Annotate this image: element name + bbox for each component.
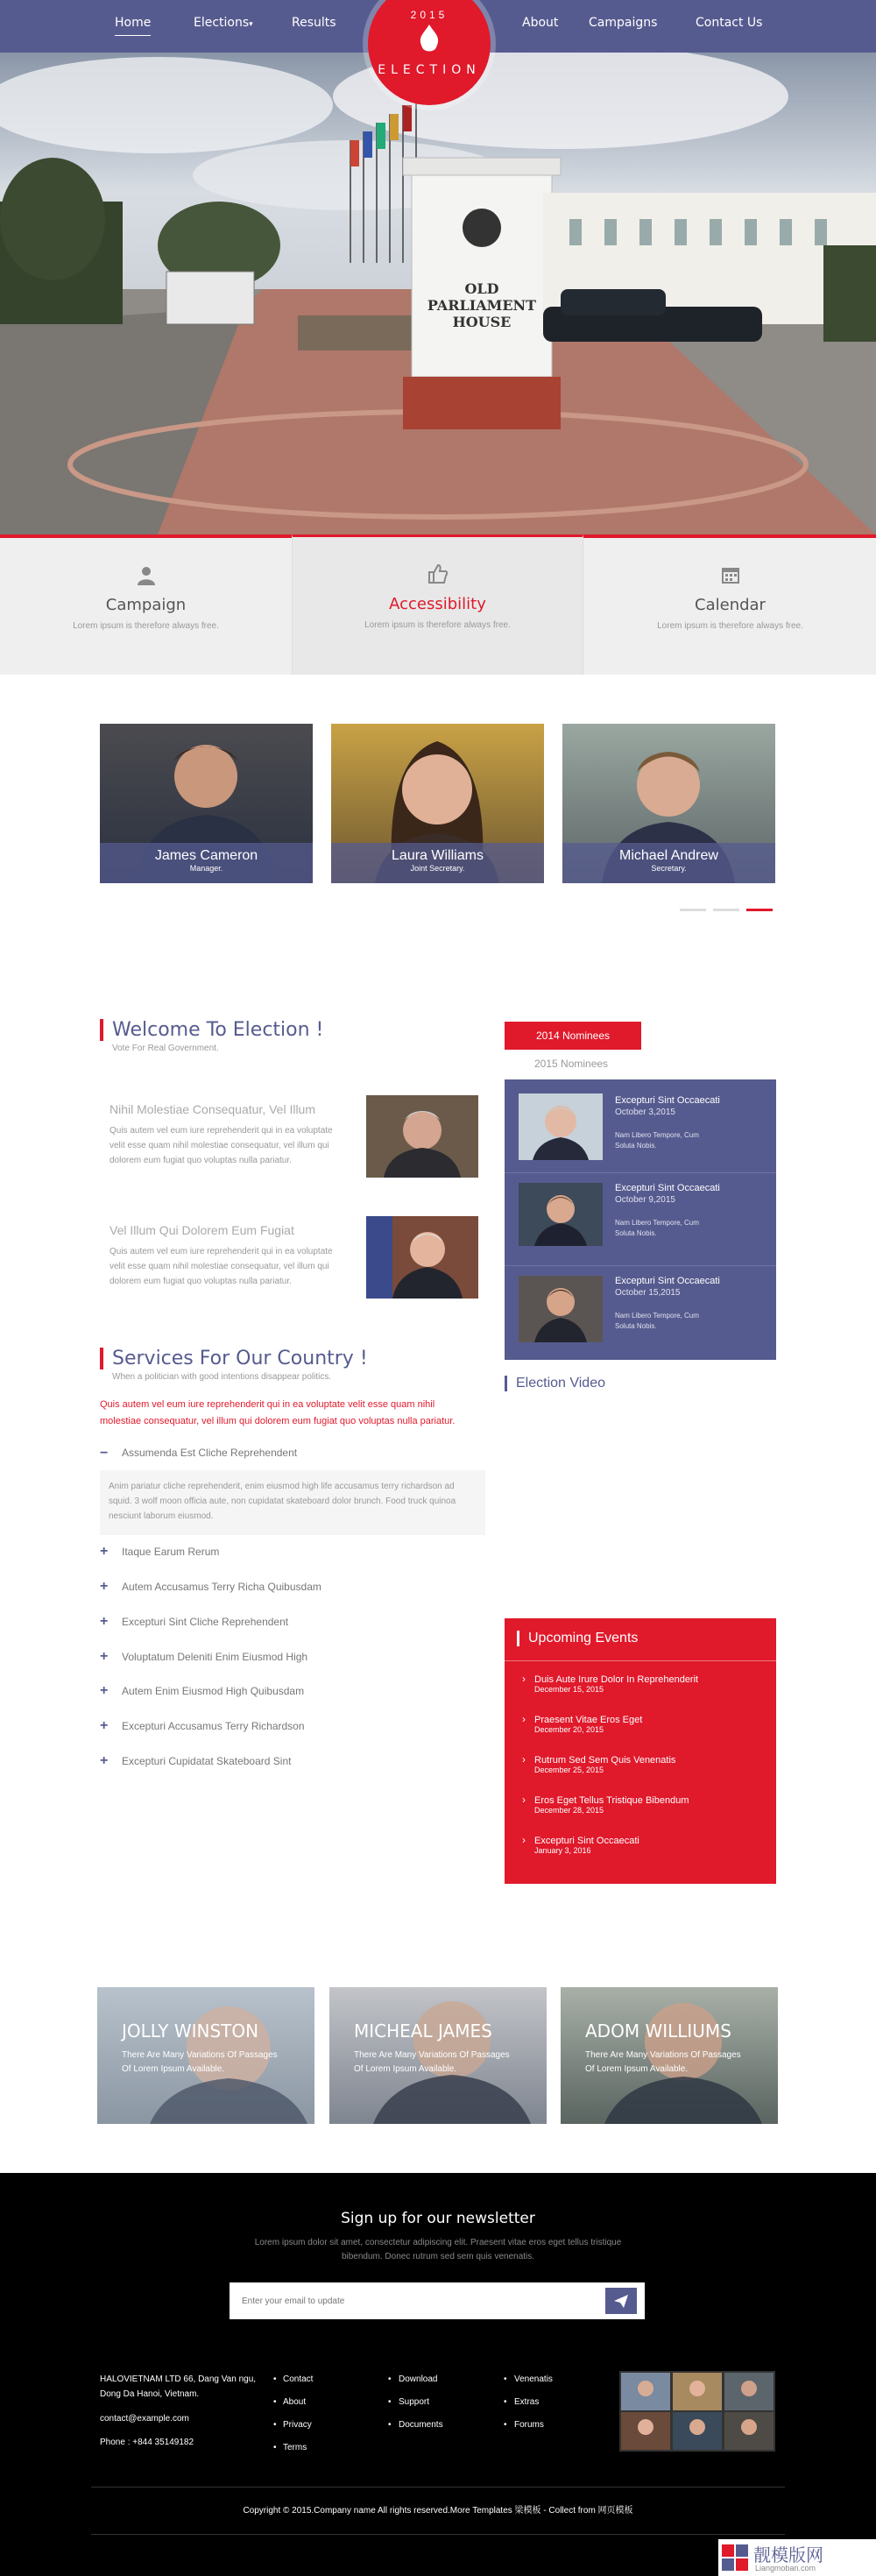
team-role: Secretary. — [651, 864, 687, 873]
bullet-icon: • — [388, 2374, 392, 2384]
services-heading: Services For Our Country ! — [100, 1348, 368, 1369]
event-date: January 3, 2016 — [534, 1846, 591, 1855]
event-title: Excepturi Sint Occaecati — [534, 1836, 639, 1846]
nominee-photo — [519, 1183, 603, 1246]
newsletter-title: Sign up for our newsletter — [341, 2210, 535, 2227]
feature-campaign[interactable] — [0, 538, 292, 675]
footer-link[interactable]: Extras — [514, 2397, 540, 2407]
logo-title: ELECTION — [378, 63, 481, 77]
feature-desc: Lorem ipsum is therefore always free. — [657, 621, 803, 631]
watermark-badge — [718, 2539, 876, 2576]
plus-icon[interactable]: + — [100, 1718, 109, 1733]
sign-line2: PARLIAMENT — [427, 297, 537, 314]
event-item[interactable] — [534, 1674, 698, 1694]
tab-2015-nominees[interactable]: 2015 Nominees — [534, 1058, 609, 1070]
sign-line3: HOUSE — [452, 314, 512, 330]
nominee-photo — [519, 1276, 603, 1342]
event-date: December 20, 2015 — [534, 1725, 604, 1734]
nav-elections-label: Elections — [194, 16, 250, 30]
bullet-icon: › — [522, 1673, 526, 1685]
team-role: Joint Secretary. — [410, 864, 465, 873]
sign-line1: OLD — [464, 280, 499, 297]
footer-link[interactable]: Terms — [283, 2443, 307, 2452]
newsletter-text-2: bibendum. Donec rutrum sed sem quis venenatis. — [341, 2252, 535, 2261]
event-title: Eros Eget Tellus Tristique Bibendum — [534, 1795, 689, 1806]
team-name: James Cameron — [154, 848, 258, 863]
nominee-title: Excepturi Sint Occaecati — [615, 1095, 720, 1106]
thumbs-up-icon — [427, 563, 449, 584]
newsletter-email-input[interactable] — [230, 2282, 645, 2319]
plus-icon[interactable]: + — [100, 1544, 109, 1559]
gallery-name: ADOM WILLIUMS — [585, 2020, 731, 2042]
welcome-subtitle: Vote For Real Government. — [112, 1044, 219, 1053]
event-item[interactable] — [534, 1755, 675, 1774]
minus-icon[interactable]: − — [100, 1446, 109, 1461]
bullet-icon: • — [504, 2420, 507, 2430]
events-heading: Upcoming Events — [517, 1631, 638, 1646]
accordion-item[interactable]: Excepturi Cupidatat Skateboard Sint — [122, 1755, 292, 1767]
divider — [505, 1660, 776, 1661]
post-title[interactable]: Nihil Molestiae Consequatur, Vel Illum — [110, 1102, 316, 1116]
team-role: Manager. — [189, 864, 223, 873]
slider-dot-2[interactable] — [713, 909, 739, 911]
feature-title: Calendar — [695, 596, 766, 614]
nominee-title: Excepturi Sint Occaecati — [615, 1276, 720, 1286]
footer-email[interactable]: contact@example.com — [100, 2414, 189, 2424]
plus-icon[interactable]: + — [100, 1614, 109, 1629]
logo-year: 2015 — [410, 9, 449, 21]
bullet-icon: • — [388, 2397, 392, 2407]
bullet-icon: › — [522, 1713, 526, 1725]
bullet-icon: • — [504, 2374, 507, 2384]
team-name: Michael Andrew — [619, 848, 718, 863]
team-name: Laura Williams — [392, 848, 484, 863]
event-item[interactable] — [534, 1836, 639, 1855]
flame-icon — [417, 25, 442, 56]
chevron-down-icon: ▾ — [249, 20, 253, 29]
event-item[interactable] — [534, 1795, 689, 1815]
footer-link[interactable]: Support — [399, 2397, 430, 2407]
feature-calendar[interactable] — [584, 538, 876, 675]
gallery-text: There Are Many Variations Of Passages Of Lorem Ipsum Available. — [585, 2050, 741, 2074]
feature-accessibility[interactable] — [292, 534, 583, 675]
bullet-icon: › — [522, 1753, 526, 1766]
gallery-name: JOLLY WINSTON — [122, 2020, 259, 2042]
event-item[interactable] — [534, 1715, 642, 1734]
plus-icon[interactable]: + — [100, 1683, 109, 1698]
bullet-icon: • — [273, 2420, 277, 2430]
event-date: December 28, 2015 — [534, 1806, 604, 1815]
bullet-icon: › — [522, 1834, 526, 1846]
nav-elections[interactable] — [194, 16, 253, 30]
gallery-card-jolly[interactable] — [97, 1987, 314, 2124]
nominee-date: October 15,2015 — [615, 1288, 681, 1298]
send-icon — [605, 2288, 637, 2314]
services-subtitle: When a politician with good intentions disappear politics. — [112, 1372, 332, 1382]
nominee-text: Nam Libero Tempore, Cum Soluta Nobis. — [615, 1312, 699, 1330]
nav-about[interactable]: About — [522, 16, 559, 30]
gallery-text: There Are Many Variations Of Passages Of Lorem Ipsum Available. — [122, 2050, 278, 2074]
user-icon — [136, 564, 157, 585]
gallery-name: MICHEAL JAMES — [354, 2020, 492, 2042]
feature-desc: Lorem ipsum is therefore always free. — [364, 620, 511, 630]
event-date: December 25, 2015 — [534, 1766, 604, 1774]
team-card-michael[interactable] — [562, 724, 775, 883]
plus-icon[interactable]: + — [100, 1649, 109, 1664]
photo-thumbnails — [619, 2371, 775, 2452]
team-caption — [331, 843, 544, 883]
bullet-icon: • — [273, 2374, 277, 2384]
copyright: Copyright © 2015.Company name All rights reserved.More Templates 梁模板 - Collect from 网页模板 — [243, 2506, 633, 2516]
slider-dot-active[interactable] — [746, 909, 773, 911]
nav-home[interactable]: Home — [115, 16, 151, 36]
footer-link[interactable]: Forums — [514, 2420, 544, 2430]
accordion-item[interactable]: Excepturi Sint Cliche Reprehendent — [122, 1616, 289, 1628]
divider — [505, 1172, 776, 1173]
nominee-text: Nam Libero Tempore, Cum Soluta Nobis. — [615, 1131, 699, 1150]
gallery-text: There Are Many Variations Of Passages Of Lorem Ipsum Available. — [354, 2050, 510, 2074]
nominee-date: October 3,2015 — [615, 1108, 675, 1117]
post-text: Quis autem vel eum iure reprehenderit qui in ea voluptate velit esse quam nihil molestiae consequatur, vel illum qui dolorem eum fugiat quo voluptas nulla pariatur. — [110, 1126, 333, 1165]
watermark-text-cn: 靓模版网 — [753, 2544, 823, 2565]
footer — [0, 2173, 876, 2576]
footer-link[interactable]: Privacy — [283, 2420, 312, 2430]
nominee-list — [505, 1079, 776, 1360]
divider — [91, 2534, 785, 2535]
footer-link[interactable]: Contact — [283, 2374, 314, 2384]
footer-link[interactable]: Documents — [399, 2420, 443, 2430]
accordion-open-body: Anim pariatur cliche reprehenderit, enim eiusmod high life accusamus terry richardson ad squid. 3 wolf moon officia aute, non cupidatat skateboard dolor brunch. Food truck quinoa nesciunt laborum eiusmod. — [100, 1470, 485, 1535]
footer-address-2: Dong Da Hanoi, Vietnam. — [100, 2389, 200, 2399]
nav-campaigns[interactable]: Campaigns — [589, 16, 658, 30]
feature-desc: Lorem ipsum is therefore always free. — [73, 621, 219, 631]
footer-photo-grid — [619, 2371, 775, 2452]
watermark-logo-icon — [722, 2544, 748, 2571]
event-date: December 15, 2015 — [534, 1685, 604, 1694]
nominee-photo — [519, 1093, 603, 1160]
footer-link[interactable]: About — [283, 2397, 307, 2407]
accordion-item[interactable]: Autem Enim Eiusmod High Quibusdam — [122, 1685, 305, 1697]
features-bar — [0, 534, 876, 675]
bullet-icon: • — [273, 2443, 277, 2452]
feature-title: Accessibility — [389, 595, 486, 613]
feature-title: Campaign — [105, 596, 187, 614]
upcoming-events-panel — [505, 1618, 776, 1884]
nominee-item[interactable] — [519, 1085, 773, 1172]
team-caption — [100, 843, 313, 883]
nominee-date: October 9,2015 — [615, 1195, 675, 1205]
team-card-laura[interactable] — [331, 724, 544, 883]
bullet-icon: › — [522, 1794, 526, 1806]
newsletter-submit-button[interactable] — [605, 2288, 637, 2314]
nominee-item[interactable] — [519, 1178, 773, 1265]
team-caption — [562, 843, 775, 883]
accordion-item[interactable]: Excepturi Accusamus Terry Richardson — [122, 1720, 305, 1732]
divider — [91, 2487, 785, 2488]
post-image — [366, 1216, 478, 1299]
gallery-card-micheal[interactable] — [329, 1987, 547, 2124]
nav-results[interactable]: Results — [292, 16, 336, 30]
newsletter-text-1: Lorem ipsum dolor sit amet, consectetur adipiscing elit. Praesent vitae eros eget tellus tristique — [254, 2238, 622, 2247]
hero-image — [0, 53, 876, 534]
nominee-text: Nam Libero Tempore, Cum Soluta Nobis. — [615, 1219, 699, 1237]
footer-phone: Phone : +844 35149182 — [100, 2438, 194, 2447]
bullet-icon: • — [273, 2397, 277, 2407]
post-title[interactable]: Vel Illum Qui Dolorem Eum Fugiat — [110, 1223, 294, 1237]
video-heading: Election Video — [505, 1376, 605, 1391]
team-card-james[interactable] — [100, 724, 313, 883]
accordion-item[interactable]: Voluptatum Deleniti Enim Eiusmod High — [122, 1651, 308, 1663]
gallery-card-adom[interactable] — [561, 1987, 778, 2124]
nominee-item[interactable] — [519, 1265, 773, 1353]
calendar-icon — [720, 564, 741, 585]
nav-contact-us[interactable]: Contact Us — [696, 16, 763, 30]
footer-link[interactable]: Venenatis — [514, 2374, 553, 2384]
plus-icon[interactable]: + — [100, 1579, 109, 1594]
event-title: Rutrum Sed Sem Quis Venenatis — [534, 1755, 676, 1766]
hero-scene — [0, 53, 876, 534]
bullet-icon: • — [388, 2420, 392, 2430]
event-title: Duis Aute Irure Dolor In Reprehenderit — [534, 1674, 699, 1685]
accordion-item[interactable]: Autem Accusamus Terry Richa Quibusdam — [122, 1581, 321, 1593]
welcome-heading: Welcome To Election ! — [100, 1019, 323, 1041]
footer-address-1: HALOVIETNAM LTD 66, Dang Van ngu, — [100, 2374, 257, 2384]
post-image — [366, 1095, 478, 1178]
services-intro: Quis autem vel eum iure reprehenderit qui in ea voluptate velit esse quam nihil molestiae consequatur, vel illum qui dolorem eum fugiat quo voluptas nulla pariatur. — [100, 1399, 456, 1426]
accordion-open-title[interactable]: Assumenda Est Cliche Reprehendent — [122, 1447, 298, 1459]
slider-dot-1[interactable] — [680, 909, 706, 911]
nominee-title: Excepturi Sint Occaecati — [615, 1183, 720, 1193]
accordion-item[interactable]: Itaque Earum Rerum — [122, 1546, 220, 1558]
post-text: Quis autem vel eum iure reprehenderit qui in ea voluptate velit esse quam nihil molestiae consequatur, vel illum qui dolorem eum fugiat quo voluptas nulla pariatur. — [110, 1247, 333, 1286]
tab-2014-nominees[interactable]: 2014 Nominees — [505, 1022, 641, 1050]
plus-icon[interactable]: + — [100, 1753, 109, 1768]
bullet-icon: • — [504, 2397, 507, 2407]
footer-link[interactable]: Download — [399, 2374, 438, 2384]
event-title: Praesent Vitae Eros Eget — [534, 1715, 643, 1725]
watermark-url: Liangmoban.com — [755, 2564, 816, 2572]
